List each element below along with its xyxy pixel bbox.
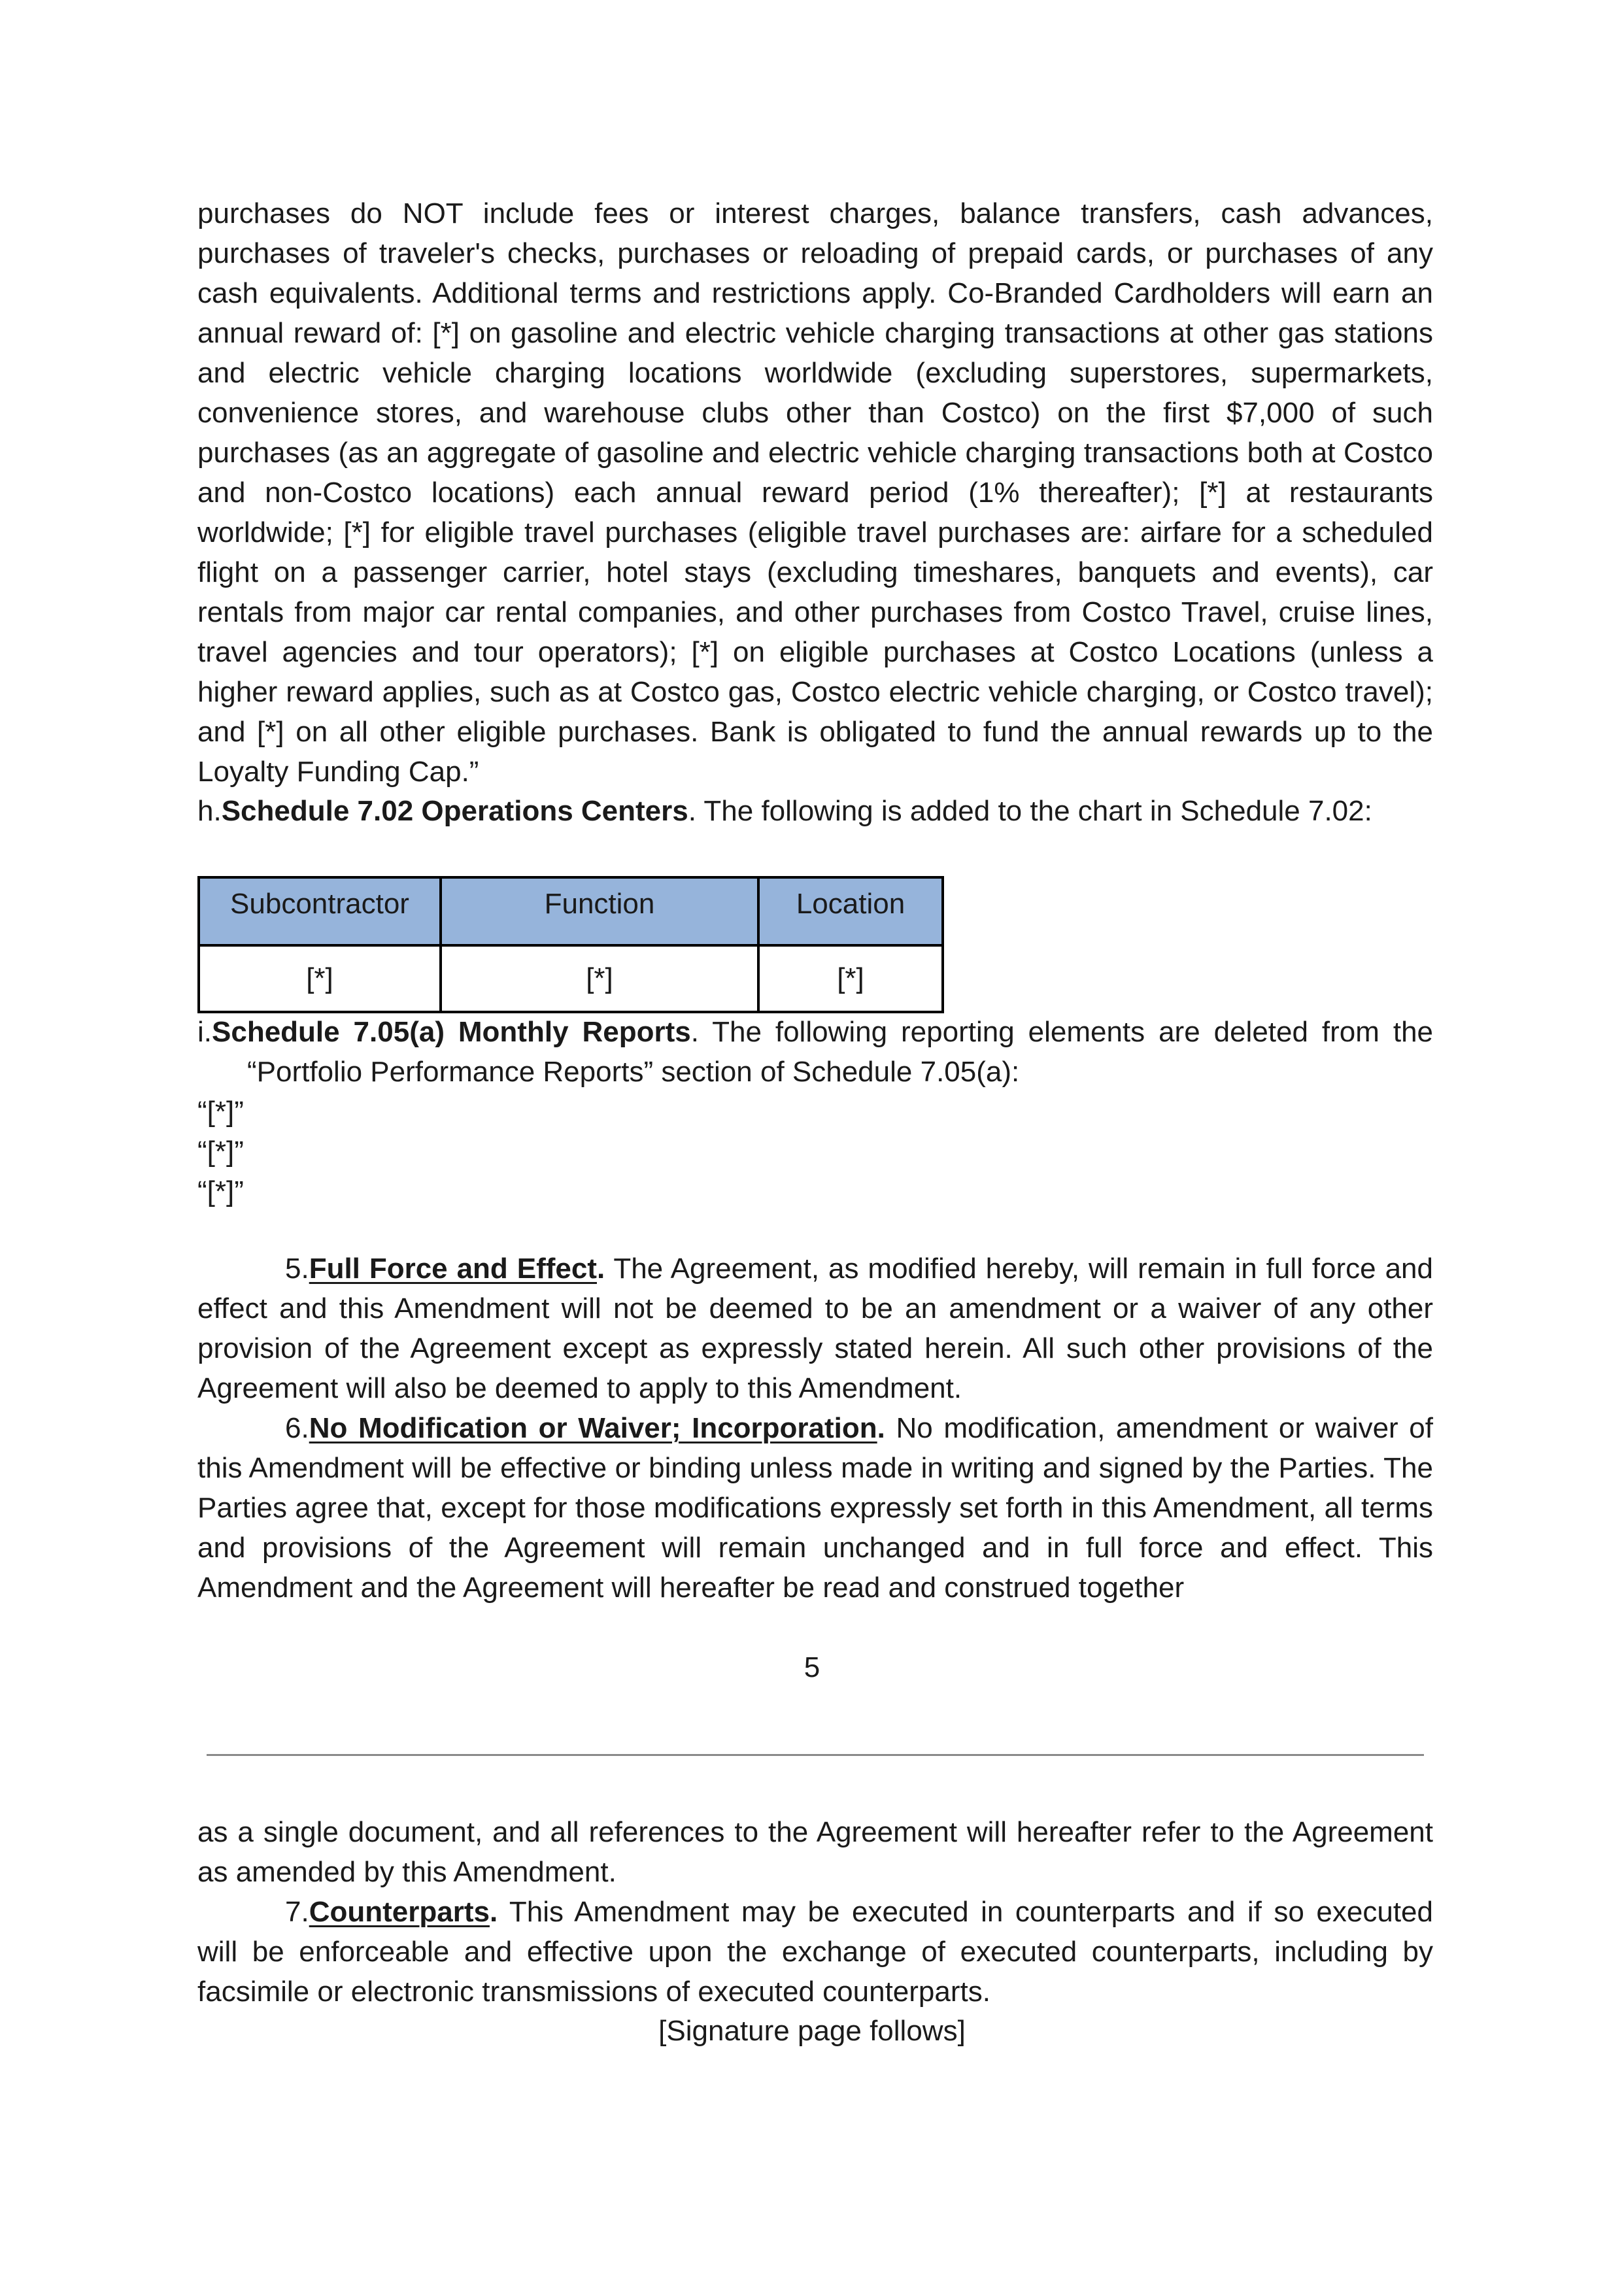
signature-page-note: [Signature page follows]	[658, 2015, 966, 2047]
section-6-period: .	[877, 1412, 885, 1444]
section-5-period: .	[596, 1253, 605, 1285]
section-7-text	[197, 1892, 1433, 2012]
rewards-text: purchases do NOT include fees or interest charges, balance transfers, cash advances, purchases of traveler's checks, purchases or reloading of prepaid cards, or purchases of any cash equivalents. Additional terms and restrictions apply. Co-Branded Cardholders will earn an annual reward of: [*] on gasoline and electric vehicle charging transactions at other gas stations and electric vehicle charging locations worldwide (excluding superstores, supermarkets, convenience stores, and warehouse clubs other than Costco) on the first $7,000 of such purchases (as an aggregate of gasoline and electric vehicle charging transactions both at Costco and non-Costco locations) each annual reward period (1% thereafter); [*] at restaurants worldwide; [*] for eligible travel purchases (eligible travel purchases are: airfare for a scheduled flight on a passenger carrier, hotel stays (excluding timeshares, banquets and events), car rentals from major car rental companies, and other purchases from Costco Travel, cruise lines, travel agencies and tour operators); [*] on eligible purchases at Costco Locations (unless a higher reward applies, such as at Costco gas, Costco electric vehicle charging, or Costco travel); and [*] on all other eligible purchases. Bank is obligated to fund the annual rewards up to the Loyalty Funding Cap.”	[197, 197, 1433, 788]
section-7-number: 7.	[285, 1896, 309, 1928]
table-cell: [*]	[441, 945, 758, 1012]
section-h-body: . The following is added to the chart in Schedule 7.02:	[688, 795, 1372, 827]
operations-centers-table	[197, 876, 944, 1013]
section-h-marker: h.	[197, 795, 222, 827]
continuation-paragraph	[197, 1812, 1433, 1892]
section-i-body: . The following reporting elements are deleted from the	[690, 1016, 1434, 1048]
section-h-heading: Schedule 7.02 Operations Centers	[221, 795, 688, 827]
section-5-body: The Agreement, as modified hereby, will remain in full force and effect and this Amendment will not be deemed to be an amendment or a waiver of any other provision of the Agreement except as expressly stated herein. All such other provisions of the Agreement will also be deemed to apply to this Amendment.	[197, 1253, 1433, 1404]
table-header-location: Location	[758, 877, 943, 945]
table-header-function: Function	[441, 877, 758, 945]
section-6-number: 6.	[285, 1412, 309, 1444]
section-i	[197, 1012, 1433, 1092]
table-header-row	[199, 877, 943, 945]
table-row	[199, 945, 943, 1012]
table-cell: [*]	[199, 945, 441, 1012]
rewards-paragraph	[197, 194, 1433, 792]
section-5-number: 5.	[285, 1253, 309, 1285]
section-i-text	[197, 1012, 1433, 1052]
section-i-text-line2: “Portfolio Performance Reports” section of Schedule 7.05(a):	[247, 1056, 1020, 1088]
section-h-text	[197, 791, 1433, 831]
section-6-body: No modification, amendment or waiver of this Amendment will be effective or binding unless made in writing and signed by the Parties. The Parties agree that, except for those modifications expressly set forth in this Amendment, all terms and provisions of the Agreement will remain unchanged and in full force and effect. This Amendment and the Agreement will hereafter be read and construed together	[197, 1412, 1433, 1604]
table-header-subcontractor: Subcontractor	[199, 877, 441, 945]
section-6-heading: No Modification or Waiver; Incorporation	[309, 1412, 877, 1444]
list-item: “[*]”	[197, 1136, 244, 1168]
section-5-heading: Full Force and Effect	[309, 1253, 597, 1285]
section-i-marker: i.	[197, 1016, 212, 1048]
table-cell: [*]	[758, 945, 943, 1012]
deleted-elements-list	[197, 1092, 1433, 1211]
section-7-period: .	[489, 1896, 498, 1928]
section-5	[197, 1249, 1433, 1408]
section-7-heading: Counterparts	[309, 1896, 490, 1928]
continuation-text: as a single document, and all references to the Agreement will hereafter refer to the Agreement as amended by this Amendment.	[197, 1816, 1433, 1888]
section-i-heading: Schedule 7.05(a) Monthly Reports	[212, 1016, 691, 1048]
list-item: “[*]”	[197, 1175, 244, 1207]
section-7-body: This Amendment may be executed in counterparts and if so executed will be enforceable and effective upon the exchange of executed counterparts, including by facsimile or electronic transmissions of executed counterparts.	[197, 1896, 1433, 2008]
section-6-text	[197, 1408, 1433, 1608]
page-break-divider	[207, 1754, 1424, 1756]
section-6	[197, 1408, 1433, 1608]
section-5-text	[197, 1249, 1433, 1408]
list-item: “[*]”	[197, 1096, 244, 1128]
section-h	[197, 791, 1433, 831]
section-7	[197, 1892, 1433, 2012]
page-number: 5	[804, 1651, 820, 1683]
